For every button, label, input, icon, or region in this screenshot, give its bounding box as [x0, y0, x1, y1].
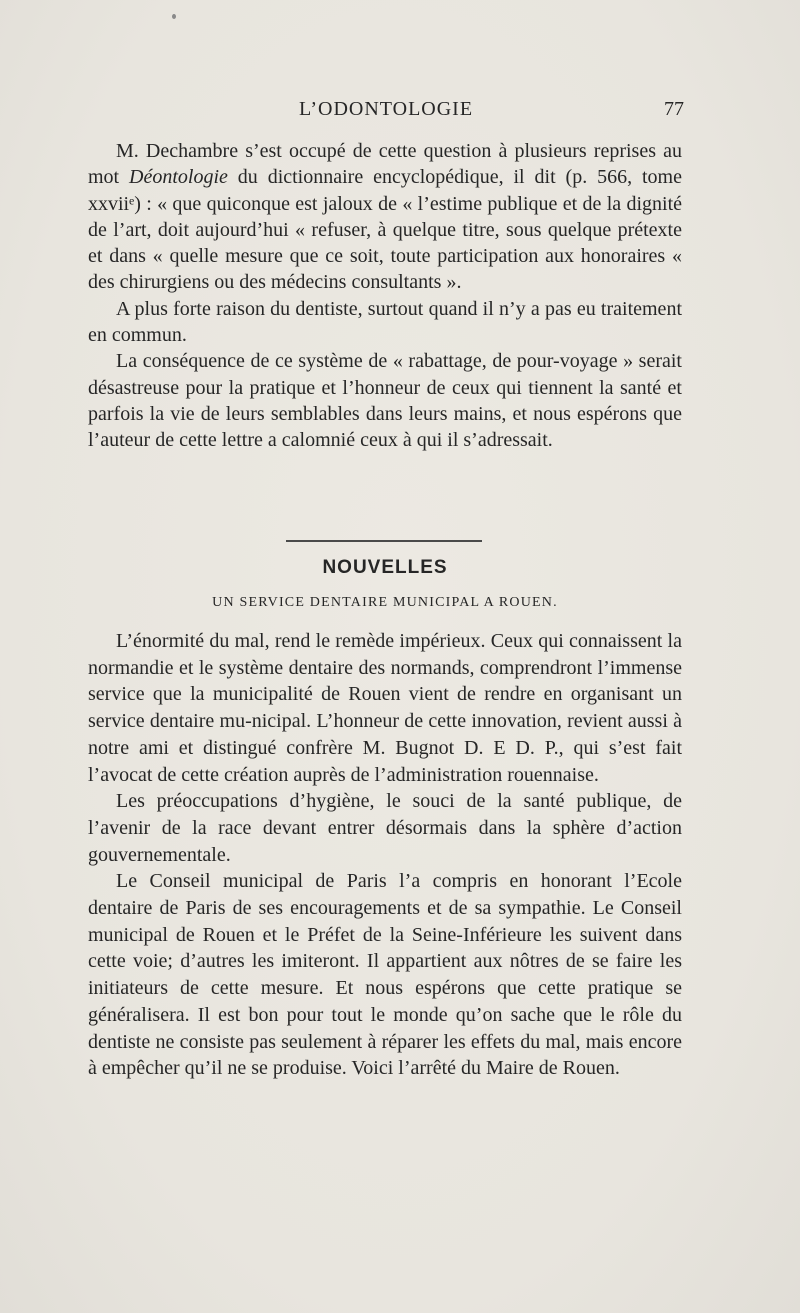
- paragraph-dechambre-text-after: du dictionnaire encyclopédique, il dit (p. 566, tome xxviiᵉ) : « que quiconque est jaloux de « l’estime publique et de la dignité de l’art, doit aujourd’hui « refuser, à quelque titre, sous quelque prétexte et dans « quelle mesure que ce soit, toute participation aux honoraires « des chirurgiens ou des médecins consultants ».: [88, 166, 682, 294]
- section-divider: [286, 540, 482, 542]
- paragraph-dechambre: [88, 138, 682, 296]
- page-number: 77: [664, 98, 684, 120]
- paragraph-enormite: L’énormité du mal, rend le remède impérieux. Ceux qui connaissent la normandie et le système dentaire des normands, comprendront l’immense service que la municipalité de Rouen vient de rendre en organisant un service dentaire mu-nicipal. L’honneur de cette innovation, revient aussi à notre ami et distingué confrère M. Bugnot D. E D. P., qui s’est fait l’avocat de cette création auprès de l’administration rouennaise.: [88, 630, 682, 786]
- article-letter-commentary: [88, 138, 682, 454]
- article-rouen-dental-service: [88, 628, 682, 1082]
- running-head: [88, 98, 684, 126]
- section-title: NOUVELLES: [322, 557, 448, 578]
- running-title: L’ODONTOLOGIE: [298, 98, 474, 120]
- paper-speck: [172, 14, 176, 19]
- paragraph-conseil-municipal: Le Conseil municipal de Paris l’a compris en honorant l’Ecole dentaire de Paris de ses encouragements et de sa sympathie. Le Conseil municipal de Rouen et le Préfet de la Seine-Inférieure les suivent dans cette voie; d’autres les imiteront. Il appartient aux nôtres de se faire les initiateurs de cette mesure. Et nous espérons que cette pratique se généralisera. Il est bon pour tout le monde qu’on sache que le rôle du dentiste ne consiste pas seulement à réparer les effets du mal, mais encore à empêcher qu’il ne se produise. Voici l’arrêté du Maire de Rouen.: [88, 870, 682, 1080]
- paragraph-dechambre-text-before: M. Dechambre s’est occupé de cette question à plusieurs reprises au mot: [88, 140, 682, 189]
- paragraph-consequence: La conséquence de ce système de « rabattage, de pour-voyage » serait désastreuse pour la pratique et l’honneur de ceux qui tiennent la santé et parfois la vie de leurs semblables dans leurs mains, et nous espérons que l’auteur de cette lettre a calomnié ceux à qui il s’adressait.: [88, 350, 682, 452]
- deontologie-term: Déontologie: [129, 166, 228, 189]
- paragraph-preoccupations: Les préoccupations d’hygiène, le souci de la santé publique, de l’avenir de la race devant entrer désormais dans la sphère d’action gouvernementale.: [88, 790, 682, 866]
- section-subtitle: UN SERVICE DENTAIRE MUNICIPAL A ROUEN.: [212, 595, 558, 610]
- paragraph-dentiste: A plus forte raison du dentiste, surtout quand il n’y a pas eu traitement en commun.: [88, 297, 682, 347]
